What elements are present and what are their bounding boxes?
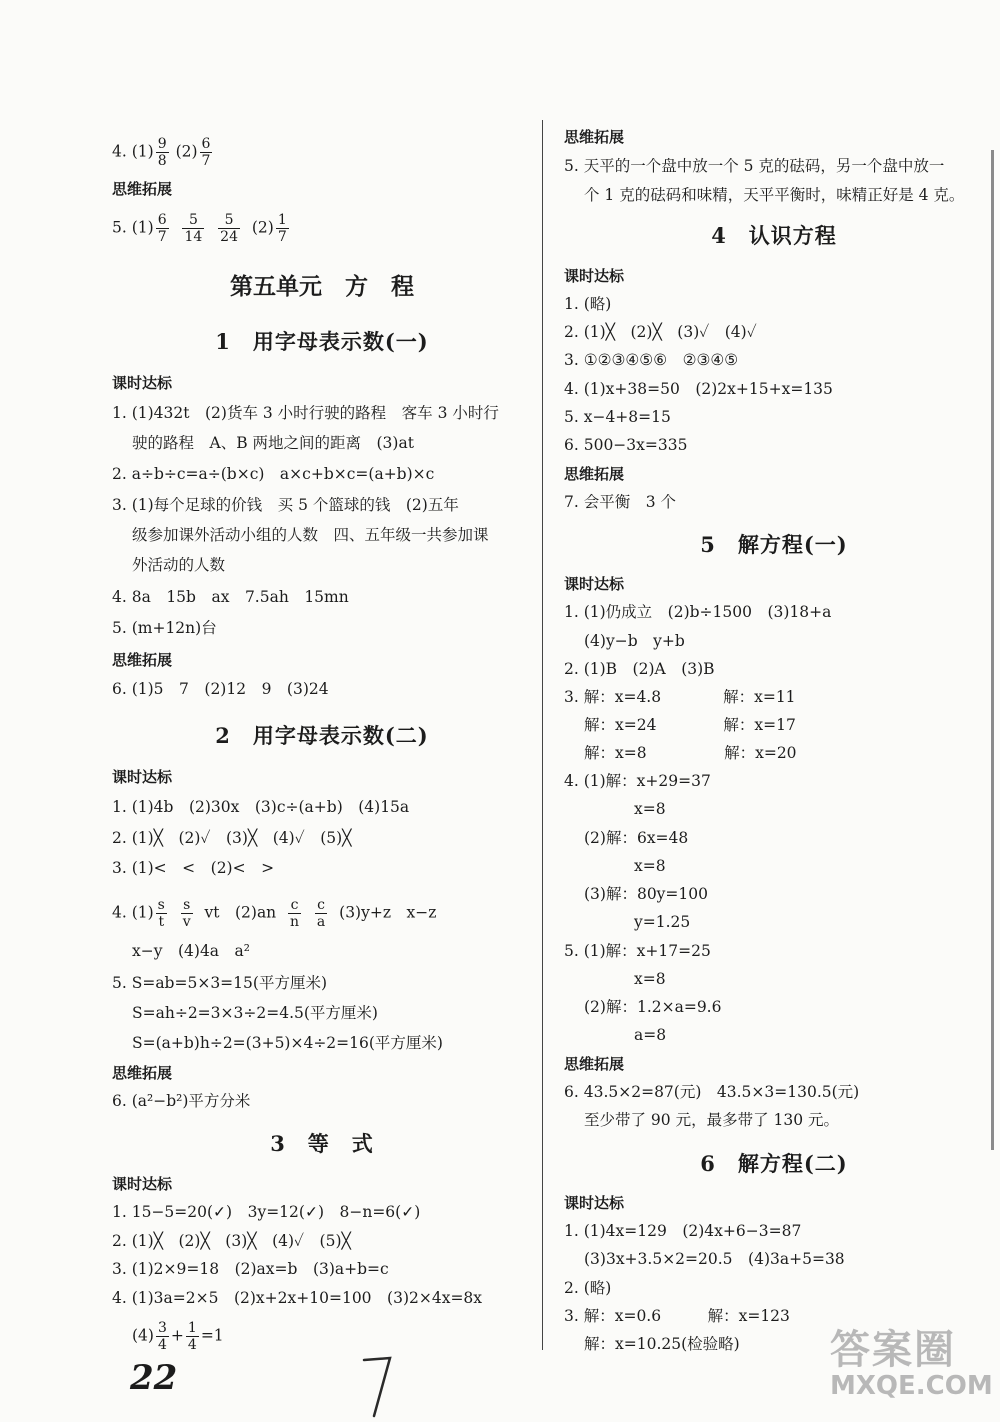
answer-line: 2. a÷b÷c=a÷(b×c) a×c+b×c=(a+b)×c xyxy=(112,465,435,483)
answer-line: 6. (a²−b²)平方分米 xyxy=(112,1092,251,1110)
operator: + xyxy=(170,1326,184,1345)
answer-line: 2. (1)╳ (2)✓ (3)╳ (4)✓ (5)╳ xyxy=(112,829,352,847)
section-heading: 课时达标 xyxy=(112,768,173,786)
answer-line: y=1.25 xyxy=(634,913,691,931)
fraction: $\frac{3}{4}$ xyxy=(157,1320,167,1353)
section-heading: 思维拓展 xyxy=(112,651,173,669)
answer-line: 3. (1)< < (2)< > xyxy=(112,859,275,877)
section-heading: 课时达标 xyxy=(112,1175,173,1193)
answer-line: (4)y−b y+b xyxy=(584,632,685,650)
answer-line: 1. (略) xyxy=(564,295,612,313)
answer-text: =1 xyxy=(200,1326,224,1345)
answer-line: 5. x−4+8=15 xyxy=(564,408,671,426)
answer-line: 5. S=ab=5×3=15(平方厘米) xyxy=(112,974,327,992)
answer-line: 2. (1)╳ (2)╳ (3)╳ (4)✓ (5)╳ xyxy=(112,1232,351,1250)
answer-number: 4. xyxy=(112,142,127,161)
lesson-title: 4 认识方程 xyxy=(711,223,837,248)
answer-line: (3)3x+3.5×2=20.5 (4)3a+5=38 xyxy=(584,1250,845,1268)
answer-line: (3)解：80y=100 xyxy=(584,885,709,903)
answer-line: 1. (1)仍成立 (2)b÷1500 (3)18+a xyxy=(564,603,832,621)
lesson-title: 2 用字母表示数(二) xyxy=(215,723,429,748)
lesson-title: 5 解方程(一) xyxy=(700,532,848,557)
section-heading: 思维拓展 xyxy=(112,180,173,198)
answer-line: 1. (1)432t (2)货车 3 小时行驶的路程 客车 3 小时行 xyxy=(112,404,499,422)
answer-line: a=8 xyxy=(634,1026,667,1044)
answer-4-fractions xyxy=(132,1320,224,1353)
unit-title: 第五单元 方 程 xyxy=(230,273,414,300)
answer-text: (3)y+z x−z xyxy=(339,903,437,922)
answer-line: 4. (1)3a=2×5 (2)x+2x+10=100 (3)2×4x=8x xyxy=(112,1289,483,1307)
section-heading: 思维拓展 xyxy=(112,1064,173,1082)
part-label: (1) xyxy=(131,218,154,237)
fraction: $\frac{5}{24}$ xyxy=(220,212,238,245)
answer-line: x=8 xyxy=(634,970,666,988)
answer-line: x=8 xyxy=(634,857,666,875)
section-heading: 课时达标 xyxy=(564,575,625,593)
answer-line: 3. (1)2×9=18 (2)ax=b (3)a+b=c xyxy=(112,1260,389,1278)
answer-line: 1. (1)4b (2)30x (3)c÷(a+b) (4)15a xyxy=(112,798,410,816)
fraction: $\frac{c}{n}$ xyxy=(290,897,300,930)
answer-line: 外活动的人数 xyxy=(132,556,226,574)
answer-line: 4. 8a 15b ax 7.5ah 15mn xyxy=(112,588,349,606)
section-heading: 课时达标 xyxy=(112,374,173,392)
answer-line: 级参加课外活动小组的人数 四、五年级一共参加课 xyxy=(132,526,489,544)
answer-line: 1. (1)4x=129 (2)4x+6−3=87 xyxy=(564,1222,802,1240)
answer-line: 6. 500−3x=335 xyxy=(564,436,688,454)
answer-line: 解：x=24 解：x=17 xyxy=(584,716,796,734)
answer-line: 3. ①②③④⑤⑥ ②③④⑤ xyxy=(564,351,739,369)
answer-line: 3. (1)每个足球的价钱 买 5 个篮球的钱 (2)五年 xyxy=(112,496,459,514)
fraction: $\frac{s}{t}$ xyxy=(157,897,165,930)
fraction: $\frac{5}{14}$ xyxy=(184,212,203,245)
part-label: (2) xyxy=(175,142,198,161)
answer-line: (2)解：1.2×a=9.6 xyxy=(584,998,722,1016)
answer-line: 5. 天平的一个盘中放一个 5 克的砝码，另一个盘中放一 xyxy=(564,157,945,175)
section-heading: 课时达标 xyxy=(564,267,625,285)
answer-line: S=ah÷2=3×3÷2=4.5(平方厘米) xyxy=(132,1004,378,1022)
fraction: $\frac{s}{v}$ xyxy=(182,897,191,930)
section-heading: 思维拓展 xyxy=(564,465,625,483)
watermark-url: MXQE.COM xyxy=(830,1371,993,1401)
answer-line: S=(a+b)h÷2=(3+5)×4÷2=16(平方厘米) xyxy=(132,1034,443,1052)
answer-line: 驶的路程 A、B 两地之间的距离 (3)at xyxy=(132,434,414,452)
watermark-logo: 答案圈 xyxy=(830,1327,956,1373)
answer-line: x=8 xyxy=(634,800,666,818)
section-heading: 课时达标 xyxy=(564,1194,625,1212)
part-label: (2) xyxy=(251,218,274,237)
answer-line: 4. (1)解：x+29=37 xyxy=(564,772,711,790)
part-label: (4) xyxy=(132,1326,154,1345)
answer-line: 至少带了 90 元，最多带了 130 元。 xyxy=(584,1111,840,1129)
section-heading: 思维拓展 xyxy=(564,128,625,146)
answer-line: 5. (m+12n)台 xyxy=(112,619,217,637)
page-number: 22 xyxy=(130,1358,178,1398)
fraction: $\frac{1}{7}$ xyxy=(277,212,287,245)
answer-line: 6. (1)5 7 (2)12 9 (3)24 xyxy=(112,680,329,698)
lesson-title: 1 用字母表示数(一) xyxy=(215,329,429,354)
answer-line: 1. 15−5=20(✓) 3y=12(✓) 8−n=6(✓) xyxy=(112,1203,421,1221)
answer-line: 解：x=8 解：x=20 xyxy=(584,744,797,762)
answer-line: 7. 会平衡 3 个 xyxy=(564,493,677,511)
handwritten-mark xyxy=(360,1352,400,1422)
answer-line: 2. (略) xyxy=(564,1279,612,1297)
answer-line: 4. (1)x+38=50 (2)2x+15+x=135 xyxy=(564,380,833,398)
lesson-title: 3 等 式 xyxy=(270,1131,374,1156)
fraction: $\frac{6}{7}$ xyxy=(157,212,167,245)
answer-line: 2. (1)╳ (2)╳ (3)✓ (4)✓ xyxy=(564,323,757,341)
answer-line: 个 1 克的砝码和味精，天平平衡时，味精正好是 4 克。 xyxy=(584,186,965,204)
fraction: $\frac{1}{4}$ xyxy=(187,1320,197,1353)
answer-line: 5. (1)解：x+17=25 xyxy=(564,942,711,960)
answer-line: 2. (1)B (2)A (3)B xyxy=(564,660,715,678)
column-divider xyxy=(542,120,543,1350)
answer-line: 6. 43.5×2=87(元) 43.5×3=130.5(元) xyxy=(564,1083,860,1101)
answer-4-fractions xyxy=(112,136,214,169)
answer-line: 3. 解：x=0.6 解：x=123 xyxy=(564,1307,790,1325)
page-edge-shadow xyxy=(991,150,994,1150)
answer-number: 4. (1) xyxy=(112,903,154,922)
answer-line: x−y (4)4a a² xyxy=(132,942,250,960)
answer-line: 解：x=10.25(检验略) xyxy=(584,1335,740,1353)
answer-5-fractions xyxy=(112,212,291,245)
answer-number: 5. xyxy=(112,218,127,237)
fraction: $\frac{6}{7}$ xyxy=(201,136,211,169)
watermark xyxy=(830,1318,993,1401)
fraction: $\frac{9}{8}$ xyxy=(157,136,167,169)
answer-text: vt (2)an xyxy=(204,903,277,922)
answer-4-fractions xyxy=(112,897,436,930)
section-heading: 思维拓展 xyxy=(564,1055,625,1073)
part-label: (1) xyxy=(131,142,154,161)
fraction: $\frac{c}{a}$ xyxy=(316,897,326,930)
lesson-title: 6 解方程(二) xyxy=(700,1151,848,1176)
answer-line: 3. 解：x=4.8 解：x=11 xyxy=(564,688,796,706)
answer-line: (2)解：6x=48 xyxy=(584,829,689,847)
